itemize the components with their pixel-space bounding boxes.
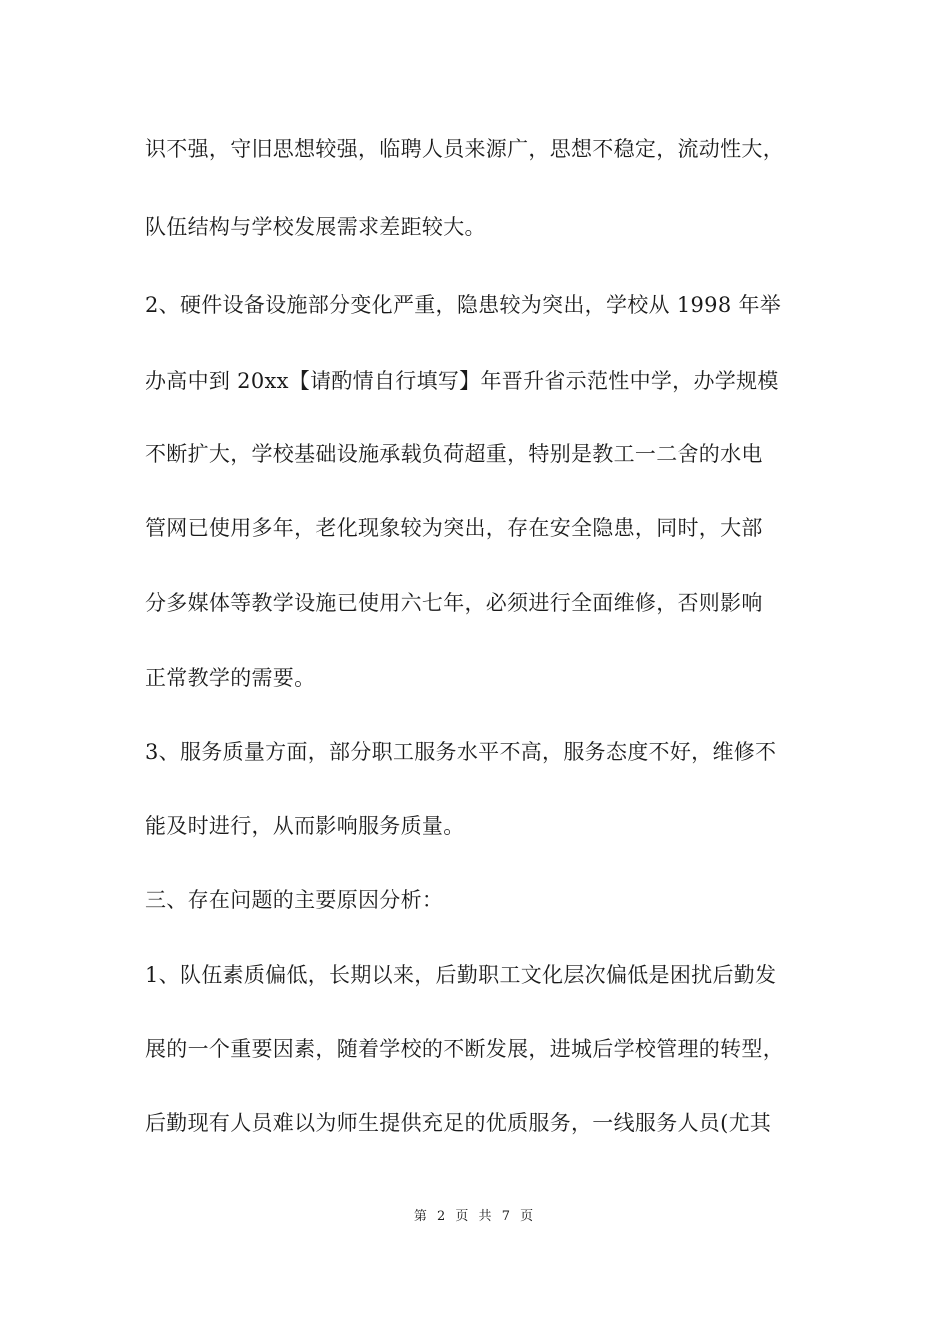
text-line: 2、硬件设备设施部分变化严重，隐患较为突出，学校从 1998 年举 [145, 293, 782, 317]
text-line: 不断扩大，学校基础设施承载负荷超重，特别是教工一二舍的水电 [145, 442, 763, 466]
text-line: 展的一个重要因素，随着学校的不断发展，进城后学校管理的转型， [145, 1037, 784, 1061]
text-line: 办高中到 20xx【请酌情自行填写】年晋升省示范性中学，办学规模 [145, 369, 779, 393]
text-line: 能及时进行，从而影响服务质量。 [145, 814, 465, 838]
text-line: 识不强，守旧思想较强，临聘人员来源广，思想不稳定，流动性大， [145, 137, 784, 161]
text-line: 三、存在问题的主要原因分析： [145, 888, 444, 912]
text-line: 后勤现有人员难以为师生提供充足的优质服务，一线服务人员(尤其 [145, 1111, 772, 1135]
text-line: 1、队伍素质偏低，长期以来，后勤职工文化层次偏低是困扰后勤发 [145, 963, 777, 987]
text-line: 正常教学的需要。 [145, 666, 316, 690]
text-line: 分多媒体等教学设施已使用六七年，必须进行全面维修，否则影响 [145, 591, 763, 615]
page-number: 第 2 页 共 7 页 [413, 1209, 537, 1224]
text-line: 3、服务质量方面，部分职工服务水平不高，服务态度不好，维修不 [145, 740, 777, 764]
text-line: 队伍结构与学校发展需求差距较大。 [145, 215, 486, 239]
text-line: 管网已使用多年，老化现象较为突出，存在安全隐患，同时，大部 [145, 516, 763, 540]
